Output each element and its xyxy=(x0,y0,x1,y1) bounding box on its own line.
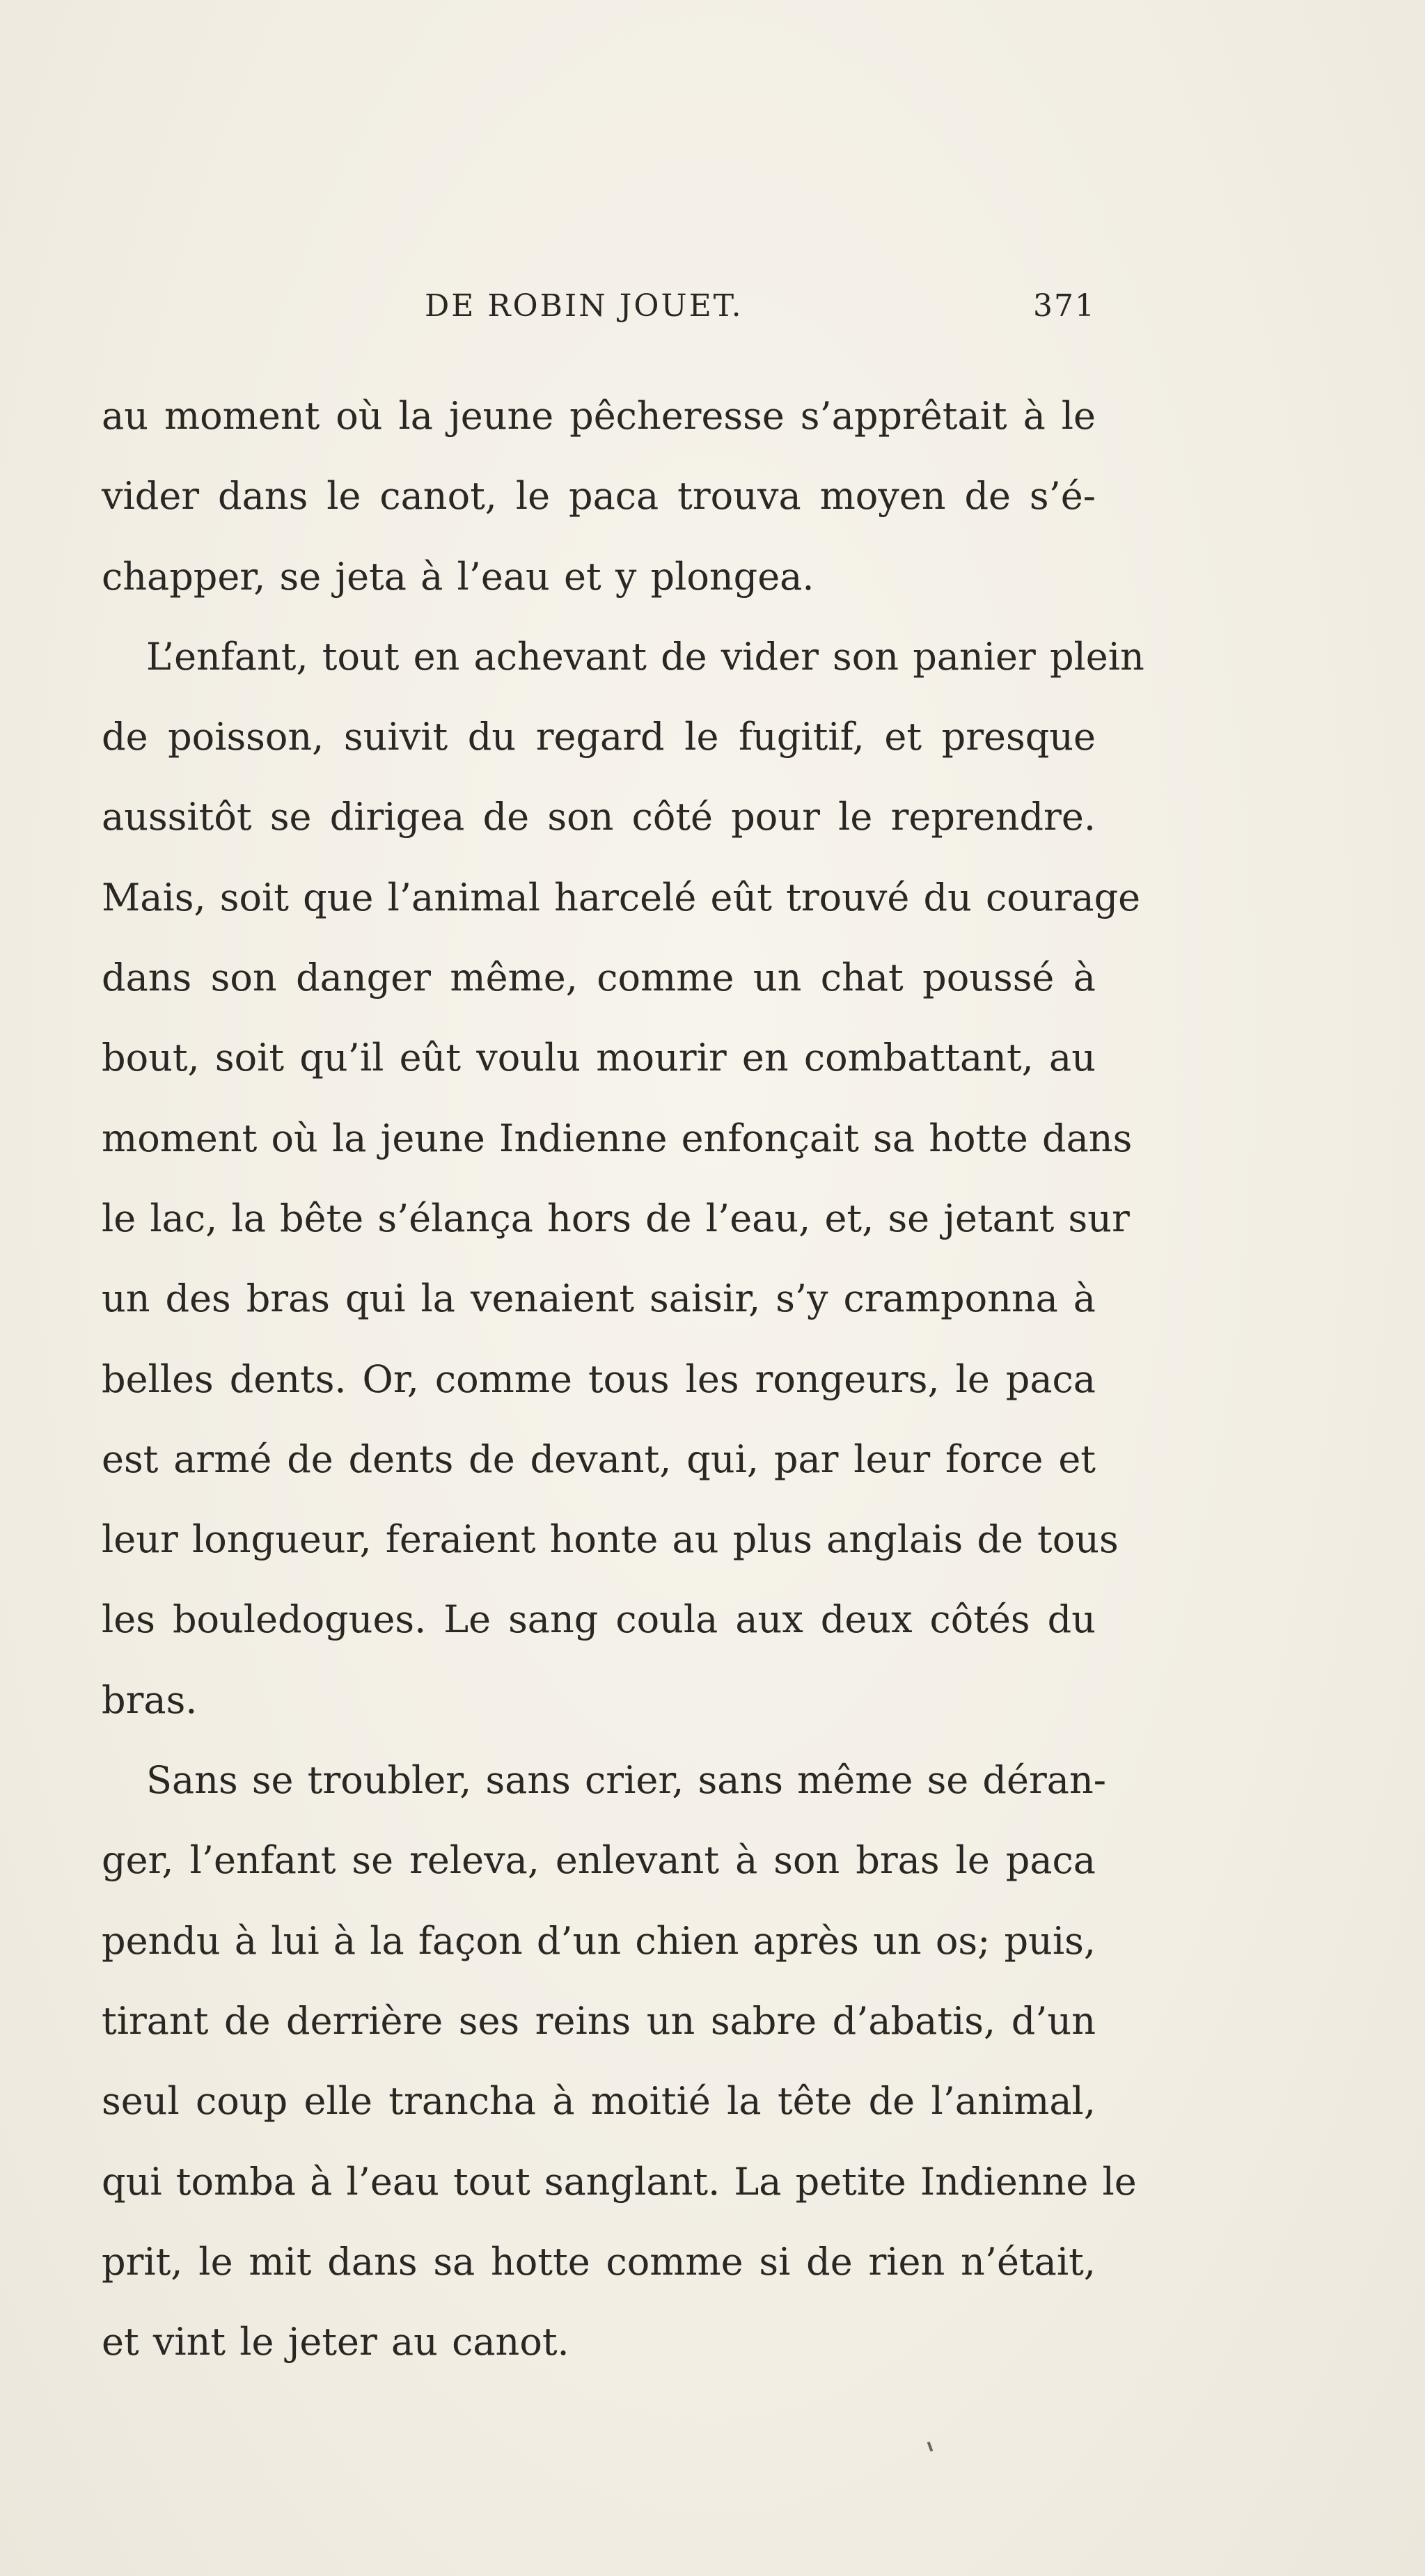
text-line: qui tomba à l’eau tout sanglant. La petite Indienne le xyxy=(102,2159,1137,2204)
text-line: moment où la jeune Indienne enfonçait sa hotte dans xyxy=(102,1116,1133,1160)
text-line: de poisson, suivit du regard le fugitif, et presque xyxy=(102,715,1096,759)
text-line: bout, soit qu’il eût voulu mourir en combattant, au xyxy=(102,1036,1096,1080)
text-line: leur longueur, feraient honte au plus anglais de tous xyxy=(102,1517,1119,1562)
text-line: seul coup elle trancha à moitié la tête de l’animal, xyxy=(102,2079,1096,2124)
text-line: belles dents. Or, comme tous les rongeurs, le paca xyxy=(102,1357,1096,1401)
running-header xyxy=(102,282,1096,331)
text-line: tirant de derrière ses reins un sabre d’abatis, d’un xyxy=(102,1998,1096,2043)
text-line: les bouledogues. Le sang coula aux deux côtés du xyxy=(102,1597,1096,1642)
text-line: vider dans le canot, le paca trouva moyen de s’é- xyxy=(102,474,1096,519)
text-line: L’enfant, tout en achevant de vider son panier plein xyxy=(146,634,1144,679)
text-line: Mais, soit que l’animal harcelé eût trouvé du courage xyxy=(102,875,1141,919)
text-line: bras. xyxy=(102,1677,198,1722)
text-line: et vint le jeter au canot. xyxy=(102,2320,569,2364)
text-line: dans son danger même, comme un chat poussé à xyxy=(102,956,1096,1000)
text-line: ger, l’enfant se releva, enlevant à son bras le paca xyxy=(102,1838,1096,1883)
text-line: chapper, se jeta à l’eau et y plongea. xyxy=(102,554,814,599)
page-number: 371 xyxy=(1033,288,1096,324)
text-line: est armé de dents de devant, qui, par leur force et xyxy=(102,1437,1096,1481)
text-line: le lac, la bête s’élança hors de l’eau, et, se jetant sur xyxy=(102,1196,1130,1240)
ink-speck xyxy=(927,2442,934,2452)
text-line: prit, le mit dans sa hotte comme si de rien n’était, xyxy=(102,2239,1096,2284)
text-line: au moment où la jeune pêcheresse s’apprêtait à le xyxy=(102,394,1096,438)
text-line: un des bras qui la venaient saisir, s’y cramponna à xyxy=(102,1277,1096,1321)
text-line: pendu à lui à la façon d’un chien après un os; puis, xyxy=(102,1918,1096,1963)
body-text xyxy=(102,376,1144,2382)
text-line: Sans se troubler, sans crier, sans même se déran- xyxy=(146,1758,1106,1803)
running-title: DE ROBIN JOUET. xyxy=(425,288,743,324)
text-line: aussitôt se dirigea de son côté pour le reprendre. xyxy=(102,795,1096,839)
